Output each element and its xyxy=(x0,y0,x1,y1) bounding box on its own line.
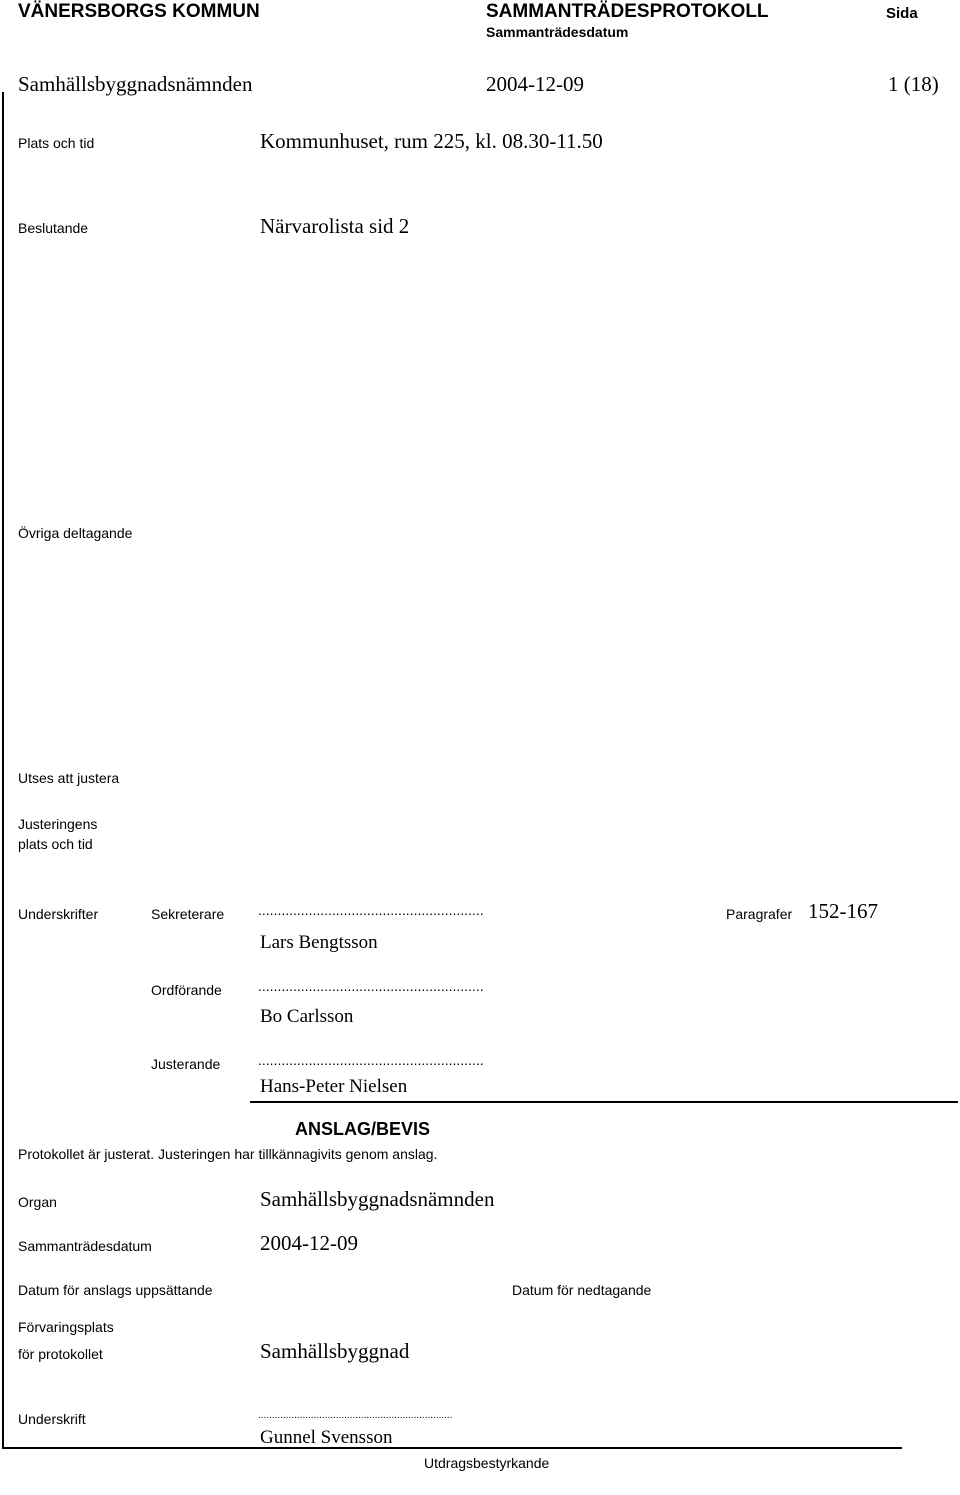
organ-label: Organ xyxy=(18,1194,57,1210)
signature-name: Gunnel Svensson xyxy=(260,1427,393,1448)
signatures-label: Underskrifter xyxy=(18,906,99,922)
meeting-date: 2004-12-09 xyxy=(486,72,584,96)
adjuster-name: Hans-Peter Nielsen xyxy=(260,1076,408,1097)
other-participants-label: Övriga deltagande xyxy=(18,525,133,541)
notice-date-label: Sammanträdesdatum xyxy=(18,1238,152,1254)
adjuster-label: Justerande xyxy=(151,1056,221,1072)
place-time-value: Kommunhuset, rum 225, kl. 08.30-11.50 xyxy=(260,129,603,153)
secretary-label: Sekreterare xyxy=(151,906,225,922)
adjustment-place-label-1: Justeringens xyxy=(18,816,98,832)
deciding-label: Beslutande xyxy=(18,220,89,236)
deciding-value: Närvarolista sid 2 xyxy=(260,214,410,238)
notice-statement: Protokollet är justerat. Justeringen har tillkännagivits genom anslag. xyxy=(18,1146,438,1162)
storage-value: Samhällsbyggnad xyxy=(260,1339,410,1363)
signature-label: Underskrift xyxy=(18,1411,86,1427)
notice-title: ANSLAG/BEVIS xyxy=(295,1119,431,1139)
committee-name: Samhällsbyggnadsnämnden xyxy=(18,72,253,96)
chair-name: Bo Carlsson xyxy=(260,1006,354,1027)
removed-date-label: Datum för nedtagande xyxy=(512,1282,652,1298)
place-time-label: Plats och tid xyxy=(18,135,95,151)
certifier-label: Utdragsbestyrkande xyxy=(424,1455,550,1471)
chair-signature-line: .......................................................... xyxy=(258,978,484,994)
meeting-date-label: Sammanträdesdatum xyxy=(486,24,629,40)
signature-line: ...................................................................... xyxy=(258,1410,453,1421)
storage-label-2: för protokollet xyxy=(18,1346,103,1362)
paragraphs-label: Paragrafer xyxy=(726,906,793,922)
adjuster-signature-line: .......................................................... xyxy=(258,1052,484,1068)
page-number: 1 (18) xyxy=(888,72,939,96)
paragraphs-value: 152-167 xyxy=(808,899,878,923)
secretary-name: Lars Bengtsson xyxy=(260,932,378,953)
chair-label: Ordförande xyxy=(151,982,222,998)
storage-label-1: Förvaringsplats xyxy=(18,1319,114,1335)
page-label: Sida xyxy=(886,5,918,22)
municipality-name: VÄNERSBORGS KOMMUN xyxy=(18,1,260,22)
notice-date-value: 2004-12-09 xyxy=(260,1231,358,1255)
document-type: SAMMANTRÄDESPROTOKOLL xyxy=(486,1,769,22)
appointed-adjuster-label: Utses att justera xyxy=(18,770,120,786)
organ-value: Samhällsbyggnadsnämnden xyxy=(260,1187,495,1211)
left-border xyxy=(2,92,4,1448)
section-divider xyxy=(250,1101,958,1103)
secretary-signature-line: .......................................................... xyxy=(258,902,484,918)
adjustment-place-label-2: plats och tid xyxy=(18,836,93,852)
posted-date-label: Datum för anslags uppsättande xyxy=(18,1282,213,1298)
bottom-divider xyxy=(2,1447,902,1449)
